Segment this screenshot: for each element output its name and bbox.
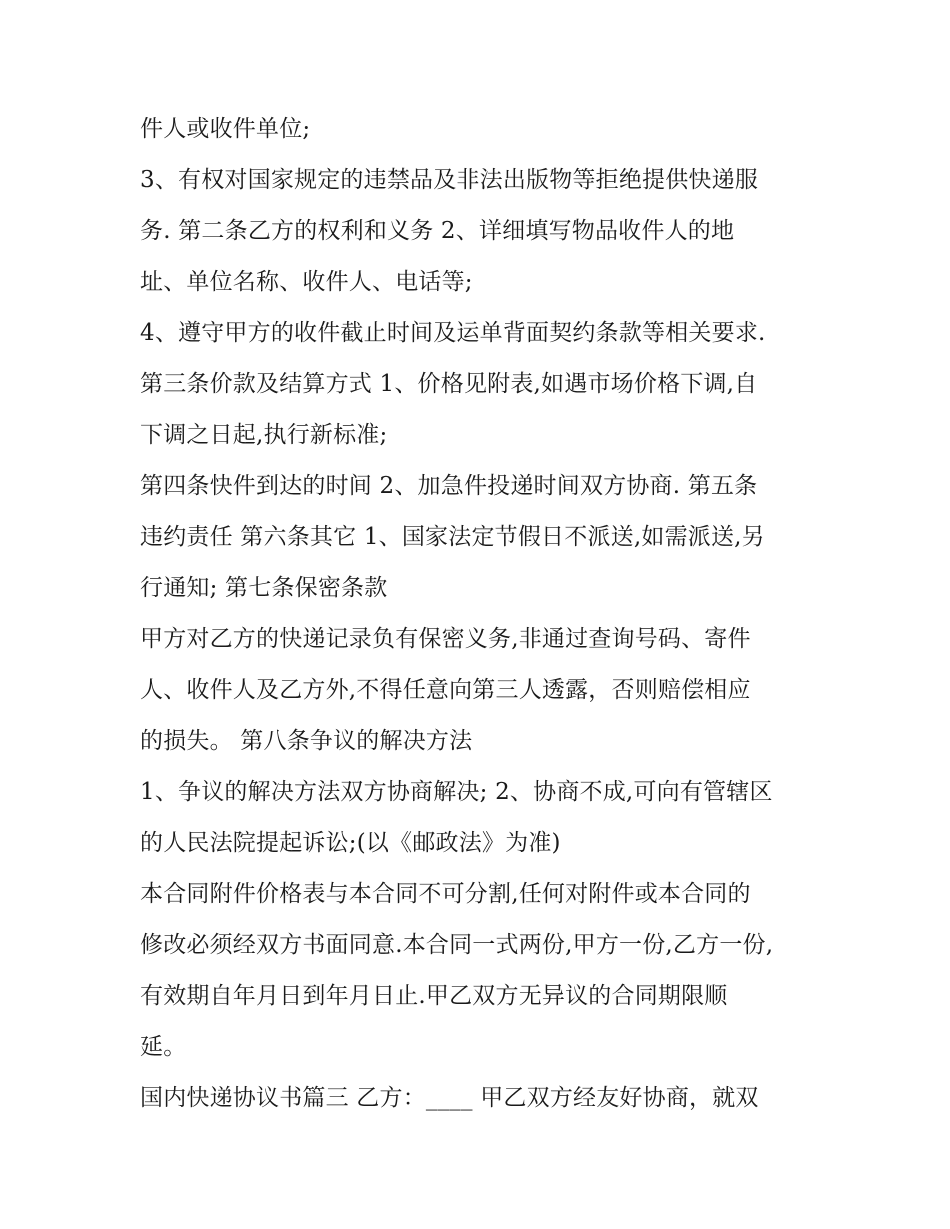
text-line-7: 下调之日起,执行新标准;: [140, 422, 388, 448]
text-line-14: 1、争议的解决方法双方协商解决; 2、协商不成,可向有管辖区: [140, 779, 773, 805]
text-line-9: 违约责任 第六条其它 1、国家法定节假日不派送,如需派送,另: [140, 524, 765, 550]
text-line-6: 第三条价款及结算方式 1、价格见附表,如遇市场价格下调,自: [140, 371, 758, 397]
text-line-5: 4、遵守甲方的收件截止时间及运单背面契约条款等相关要求.: [140, 320, 766, 346]
text-line-2: 3、有权对国家规定的违禁品及非法出版物等拒绝提供快递服: [140, 167, 759, 193]
text-line-8: 第四条快件到达的时间 2、加急件投递时间双方协商. 第五条: [140, 473, 758, 499]
text-line-10: 行通知; 第七条保密条款: [140, 575, 388, 601]
text-line-20: 国内快递协议书篇三 乙方：____ 甲乙双方经友好协商，就双: [140, 1085, 759, 1111]
text-line-17: 修改必须经双方书面同意.本合同一式两份,甲方一份,乙方一份,: [140, 932, 774, 958]
text-line-3: 务. 第二条乙方的权利和义务 2、详细填写物品收件人的地: [140, 218, 735, 244]
text-line-13: 的损失。 第八条争议的解决方法: [140, 728, 473, 754]
document-body: [140, 104, 820, 1124]
text-line-19: 延。: [140, 1034, 187, 1060]
text-line-11: 甲方对乙方的快递记录负有保密义务,非通过查询号码、寄件: [140, 626, 751, 652]
text-line-12: 人、收件人及乙方外,不得任意向第三人透露，否则赔偿相应: [140, 677, 751, 703]
text-line-18: 有效期自年月日到年月日止.甲乙双方无异议的合同期限顺: [140, 983, 728, 1009]
text-line-16: 本合同附件价格表与本合同不可分割,任何对附件或本合同的: [140, 881, 751, 907]
text-line-1: 件人或收件单位;: [140, 116, 311, 142]
text-line-4: 址、单位名称、收件人、电话等;: [140, 269, 473, 295]
text-line-15: 的人民法院提起诉讼;(以《邮政法》为准): [140, 830, 561, 856]
